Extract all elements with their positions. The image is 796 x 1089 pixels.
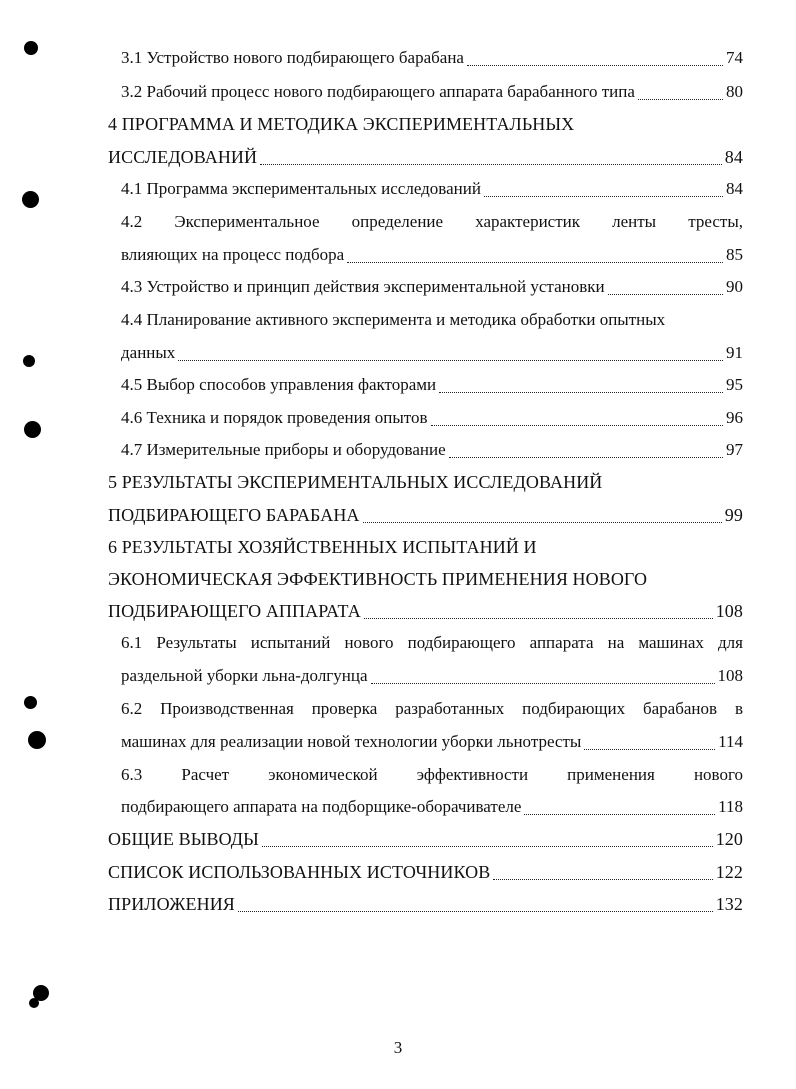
- toc-entry-page: 114: [718, 732, 743, 751]
- dot-leader: [484, 196, 723, 197]
- toc-word: Экспериментальное: [174, 212, 320, 231]
- toc-entry: [121, 795, 743, 821]
- toc-entry: [121, 46, 743, 72]
- toc-justified-line: [121, 631, 743, 657]
- dot-leader: [347, 262, 723, 263]
- toc-word: нового: [693, 765, 743, 784]
- toc-chapter-line: [108, 470, 743, 496]
- dot-leader: [260, 164, 722, 165]
- toc-word: для: [717, 633, 743, 652]
- toc-entry: [108, 599, 743, 625]
- toc-word: в: [734, 699, 743, 718]
- binding-hole-mark: [29, 998, 39, 1008]
- toc-entry-title: 4.3 Устройство и принцип действия экспериментальной установки: [121, 277, 605, 296]
- toc-entry: [121, 243, 743, 269]
- toc-entry-title: 4.7 Измерительные приборы и оборудование: [121, 440, 446, 459]
- toc-entry-title: 4.4 Планирование активного эксперимента и методика обработки опытных: [121, 310, 666, 329]
- toc-entry-page: 99: [724, 505, 743, 525]
- binding-hole-mark: [24, 696, 37, 709]
- toc-entry: [121, 664, 743, 690]
- toc-word: подбирающего: [407, 633, 516, 652]
- toc-word: нового: [344, 633, 394, 652]
- toc-entry: [121, 275, 743, 301]
- toc-word: характеристик: [475, 212, 580, 231]
- toc-entry-title: ИССЛЕДОВАНИЙ: [108, 147, 258, 167]
- toc-entry-title: раздельной уборки льна-долгунца: [121, 666, 368, 685]
- toc-entry-page: 120: [715, 829, 743, 849]
- toc-entry-title: влияющих на процесс подбора: [121, 245, 345, 264]
- dot-leader: [638, 99, 723, 100]
- toc-entry: [108, 503, 743, 529]
- toc-entry-title: 5 РЕЗУЛЬТАТЫ ЭКСПЕРИМЕНТАЛЬНЫХ ИССЛЕДОВАНИЙ: [108, 472, 603, 492]
- dot-leader: [449, 457, 723, 458]
- toc-justified-line: [121, 210, 743, 236]
- toc-entry-title: 4.5 Выбор способов управления факторами: [121, 375, 437, 394]
- page-number: 3: [393, 1038, 403, 1057]
- toc-entry: [121, 341, 743, 367]
- toc-entry-title: ЭКОНОМИЧЕСКАЯ ЭФФЕКТИВНОСТЬ ПРИМЕНЕНИЯ НОВОГО: [108, 569, 648, 589]
- dot-leader: [439, 392, 723, 393]
- toc-entry-title: подбирающего аппарата на подборщике-оборачивателе: [121, 797, 522, 816]
- dot-leader: [493, 879, 712, 880]
- dot-leader: [608, 294, 723, 295]
- toc-word: Результаты: [156, 633, 237, 652]
- toc-word: тресты,: [688, 212, 743, 231]
- dot-leader: [371, 683, 715, 684]
- toc-word: аппарата: [529, 633, 594, 652]
- toc-word: экономической: [268, 765, 378, 784]
- toc-word: Расчет: [181, 765, 230, 784]
- toc-entry: [121, 373, 743, 399]
- dot-leader: [524, 814, 715, 815]
- toc-word: эффективности: [416, 765, 529, 784]
- toc-word: 6.3: [121, 765, 143, 784]
- binding-hole-mark: [22, 191, 39, 208]
- toc-entry-page: 118: [718, 797, 743, 816]
- toc-entry-line: [121, 308, 743, 334]
- toc-word: подбирающих: [522, 699, 626, 718]
- toc-entry-title: ОБЩИЕ ВЫВОДЫ: [108, 829, 259, 849]
- toc-entry-title: ПРИЛОЖЕНИЯ: [108, 894, 235, 914]
- toc-word: определение: [351, 212, 444, 231]
- binding-hole-mark: [28, 731, 46, 749]
- toc-entry: [121, 730, 743, 756]
- toc-word: машинах: [638, 633, 704, 652]
- toc-entry-title: 6 РЕЗУЛЬТАТЫ ХОЗЯЙСТВЕННЫХ ИСПЫТАНИЙ И: [108, 537, 537, 557]
- toc-chapter-line: [108, 535, 743, 561]
- toc-word: применения: [567, 765, 655, 784]
- toc-entry: [108, 860, 743, 886]
- toc-entry-page: 80: [726, 82, 743, 101]
- toc-justified-line: [121, 763, 743, 789]
- toc-entry-page: 132: [715, 894, 743, 914]
- toc-entry-page: 74: [726, 48, 743, 67]
- dot-leader: [364, 618, 713, 619]
- dot-leader: [238, 911, 713, 912]
- toc-word: 6.1: [121, 633, 143, 652]
- toc-entry-title: 3.1 Устройство нового подбирающего барабана: [121, 48, 464, 67]
- toc-entry-page: 90: [726, 277, 743, 296]
- toc-entry-title: 4.6 Техника и порядок проведения опытов: [121, 408, 428, 427]
- toc-entry: [121, 80, 743, 106]
- toc-entry-title: ПОДБИРАЮЩЕГО БАРАБАНА: [108, 505, 360, 525]
- toc-entry-page: 122: [715, 862, 743, 882]
- dot-leader: [584, 749, 715, 750]
- dot-leader: [467, 65, 723, 66]
- binding-hole-mark: [23, 355, 35, 367]
- toc-entry-page: 84: [724, 147, 743, 167]
- toc-entry-title: 3.2 Рабочий процесс нового подбирающего аппарата барабанного типа: [121, 82, 635, 101]
- toc-word: испытаний: [250, 633, 331, 652]
- toc-entry: [121, 406, 743, 432]
- toc-entry-page: 85: [726, 245, 743, 264]
- binding-hole-mark: [24, 421, 41, 438]
- toc-word: 4.2: [121, 212, 143, 231]
- toc-entry-title: ПОДБИРАЮЩЕГО АППАРАТА: [108, 601, 361, 621]
- toc-entry: [108, 145, 743, 171]
- toc-entry-title: СПИСОК ИСПОЛЬЗОВАННЫХ ИСТОЧНИКОВ: [108, 862, 491, 882]
- toc-word: Производственная: [160, 699, 294, 718]
- toc-word: проверка: [311, 699, 378, 718]
- toc-chapter-line: [108, 112, 743, 138]
- toc-justified-line: [121, 697, 743, 723]
- toc-word: на: [607, 633, 625, 652]
- toc-entry: [121, 177, 743, 203]
- toc-entry-page: 95: [726, 375, 743, 394]
- dot-leader: [178, 360, 723, 361]
- toc-entry-page: 108: [715, 601, 743, 621]
- toc-word: 6.2: [121, 699, 143, 718]
- toc-entry-title: 4.1 Программа экспериментальных исследований: [121, 179, 481, 198]
- toc-entry: [121, 438, 743, 464]
- toc-chapter-line: [108, 567, 743, 593]
- dot-leader: [262, 846, 713, 847]
- binding-hole-mark: [24, 41, 38, 55]
- toc-entry-page: 91: [726, 343, 743, 362]
- toc-word: ленты: [612, 212, 657, 231]
- dot-leader: [431, 425, 723, 426]
- toc-entry-page: 108: [717, 666, 743, 685]
- dot-leader: [363, 522, 722, 523]
- toc-entry: [108, 827, 743, 853]
- toc-entry-title: 4 ПРОГРАММА И МЕТОДИКА ЭКСПЕРИМЕНТАЛЬНЫХ: [108, 114, 575, 134]
- toc-word: разработанных: [395, 699, 505, 718]
- toc-word: барабанов: [642, 699, 718, 718]
- toc-entry-page: 97: [726, 440, 743, 459]
- toc-entry-page: 84: [726, 179, 743, 198]
- toc-entry-title: данных: [121, 343, 176, 362]
- toc-entry-title: машинах для реализации новой технологии уборки льнотресты: [121, 732, 582, 751]
- toc-entry: [108, 892, 743, 918]
- toc-entry-page: 96: [726, 408, 743, 427]
